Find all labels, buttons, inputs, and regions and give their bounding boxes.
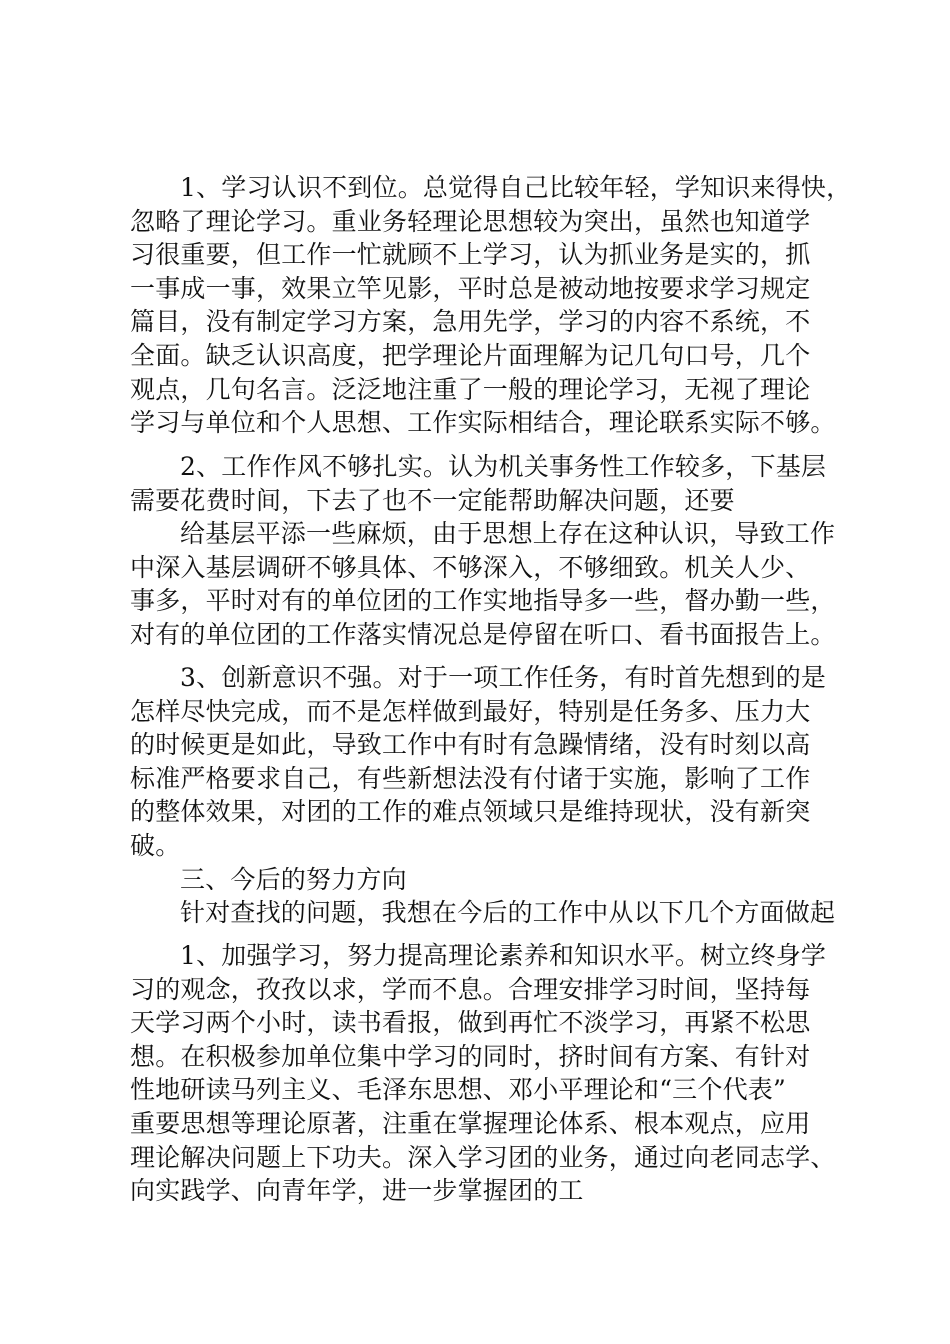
text-line: 性地研读马列主义、毛泽东思想、邓小平理论和“三个代表” — [130, 1075, 786, 1105]
text-line: 理论解决问题上下功夫。深入学习团的业务，通过向老同志学、 — [130, 1142, 836, 1172]
text-line: 需要花费时间，下去了也不一定能帮助解决问题，还要 — [130, 485, 735, 515]
section-heading: 三、今后的努力方向 — [180, 864, 407, 894]
text-line: 忽略了理论学习。重业务轻理论思想较为突出，虽然也知道学 — [130, 206, 811, 236]
text-line: 标准严格要求自己，有些新想法没有付诸于实施，影响了工作 — [130, 763, 811, 793]
paragraph-strengthen-learning — [130, 939, 850, 1208]
text-line: 观点，几句名言。泛泛地注重了一般的理论学习，无视了理论 — [130, 374, 811, 404]
text-line: 给基层平添一些麻烦，由于思想上存在这种认识，导致工作 — [180, 519, 836, 549]
text-line: 针对查找的问题，我想在今后的工作中从以下几个方面做起 — [180, 898, 836, 928]
text-line: 习的观念，孜孜以求，学而不息。合理安排学习时间，坚持每 — [130, 974, 811, 1004]
text-line: 破。 — [130, 830, 181, 860]
text-line: 中深入基层调研不够具体、不够深入，不够细致。机关人少、 — [130, 552, 811, 582]
text-line: 重要思想等理论原著，注重在掌握理论体系、根本观点，应用 — [130, 1108, 811, 1138]
text-line: 全面。缺乏认识高度，把学理论片面理解为记几句口号，几个 — [130, 340, 811, 370]
text-line: 的整体效果，对团的工作的难点领域只是维持现状，没有新突 — [130, 797, 811, 827]
text-line: 对有的单位团的工作落实情况总是停留在听口、看书面报告上。 — [130, 619, 836, 649]
text-line: 一事成一事，效果立竿见影，平时总是被动地按要求学习规定 — [130, 273, 811, 303]
text-line: 怎样尽快完成，而不是怎样做到最好，特别是任务多、压力大 — [130, 696, 811, 726]
text-line: 1、加强学习，努力提高理论素养和知识水平。树立终身学 — [180, 941, 827, 970]
text-line: 事多，平时对有的单位团的工作实地指导多一些，督办勤一些， — [130, 586, 836, 616]
paragraph-learning-awareness — [130, 171, 850, 440]
text-line: 天学习两个小时，读书看报，做到再忙不淡学习，再紧不松思 — [130, 1008, 811, 1038]
paragraph-work-style — [130, 450, 850, 652]
text-line: 习很重要，但工作一忙就顾不上学习，认为抓业务是实的，抓 — [130, 240, 811, 270]
text-line: 篇目，没有制定学习方案，急用先学，学习的内容不系统，不 — [130, 307, 811, 337]
text-line: 的时候更是如此，导致工作中有时有急躁情绪，没有时刻以高 — [130, 730, 811, 760]
text-line: 想。在积极参加单位集中学习的同时，挤时间有方案、有针对 — [130, 1041, 811, 1071]
text-line: 3、创新意识不强。对于一项工作任务，有时首先想到的是 — [180, 663, 827, 692]
text-line: 学习与单位和个人思想、工作实际相结合，理论联系实际不够。 — [130, 408, 836, 438]
text-line: 向实践学、向青年学，进一步掌握团的工 — [130, 1176, 584, 1206]
paragraph-innovation — [130, 661, 850, 930]
text-line: 2、工作作风不够扎实。认为机关事务性工作较多，下基层 — [180, 452, 827, 481]
text-line: 1、学习认识不到位。总觉得自己比较年轻，学知识来得快， — [180, 173, 852, 202]
